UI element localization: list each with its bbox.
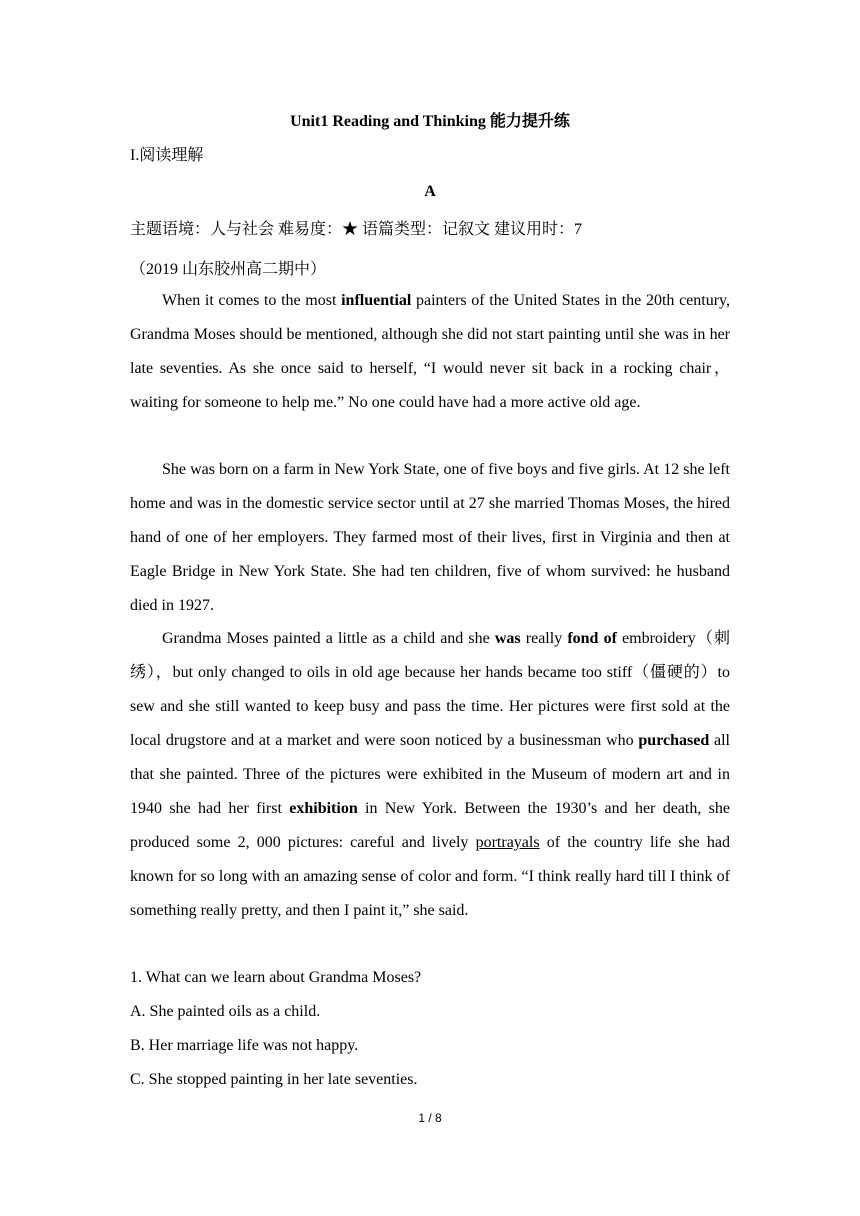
text-run: really [520,630,568,647]
text-run: embroidery（刺绣），but only changed to oils in old age because her hands became too stiff（僵硬的）to sew and she still wanted to keep busy and pass the time. Her pictures were first sold at the local drugstore and at a market and were soon noticed by a businessman who [130,630,731,749]
page-number: 1 / 8 [418,1111,442,1125]
text-run: When it comes to the most [162,292,342,309]
underlined-word-portrayals: portrayals [475,834,540,851]
passage-label: A [424,183,436,200]
document-title: Unit1 Reading and Thinking 能力提升练 [290,113,570,130]
text-run: of the country life she had known for so long with an amazing sense of color and form. “I think really hard till I think of something really pretty, and then I paint it,” she said. [130,834,731,919]
key-word-influential: influential [341,292,412,309]
option-a: A. She painted oils as a child. [130,1003,321,1020]
text-run: in New York. Between the 1930’s and her death, she produced some 2, 000 pictures: careful and lively [130,800,730,851]
key-word-purchased: purchased [638,732,710,749]
key-word-was: was [494,630,521,647]
key-word-exhibition: exhibition [289,800,358,817]
paragraph-1 [130,284,730,420]
option-b: B. Her marriage life was not happy. [130,1037,359,1054]
section-heading: I.阅读理解 [130,147,204,164]
passage-meta: 主题语境：人与社会 难易度：★ 语篇类型：记叙文 建议用时：7 [130,221,583,238]
key-word-fond-of: fond of [567,630,617,647]
text-run: She was born on a farm in New York State, one of five boys and five girls. At 12 she left home and was in the domestic service sector until at 27 she married Thomas Moses, the hired hand of one of her employers. They farmed most of their lives, first in Virginia and then at Eagle Bridge in New York State. She had ten children, five of whom survived: he husband died in 1927. [130,461,730,614]
paragraph-3 [130,622,730,928]
paragraph-2 [130,453,730,623]
text-run: Grandma Moses painted a little as a child and she [162,630,495,647]
text-run: all that she painted. Three of the pictures were exhibited in the Museum of modern art and in 1940 she had her first [130,732,730,817]
passage-source: （2019 山东胶州高二期中） [130,261,327,278]
option-c: C. She stopped painting in her late seventies. [130,1071,418,1088]
question-stem: 1. What can we learn about Grandma Moses? [130,969,422,986]
text-run: painters of the United States in the 20th century, Grandma Moses should be mentioned, although she did not start painting until she was in her late seventies. As she once said to herself, “I would never sit back in a rocking chair，waiting for someone to help me.” No one could have had a more active old age. [130,292,731,411]
